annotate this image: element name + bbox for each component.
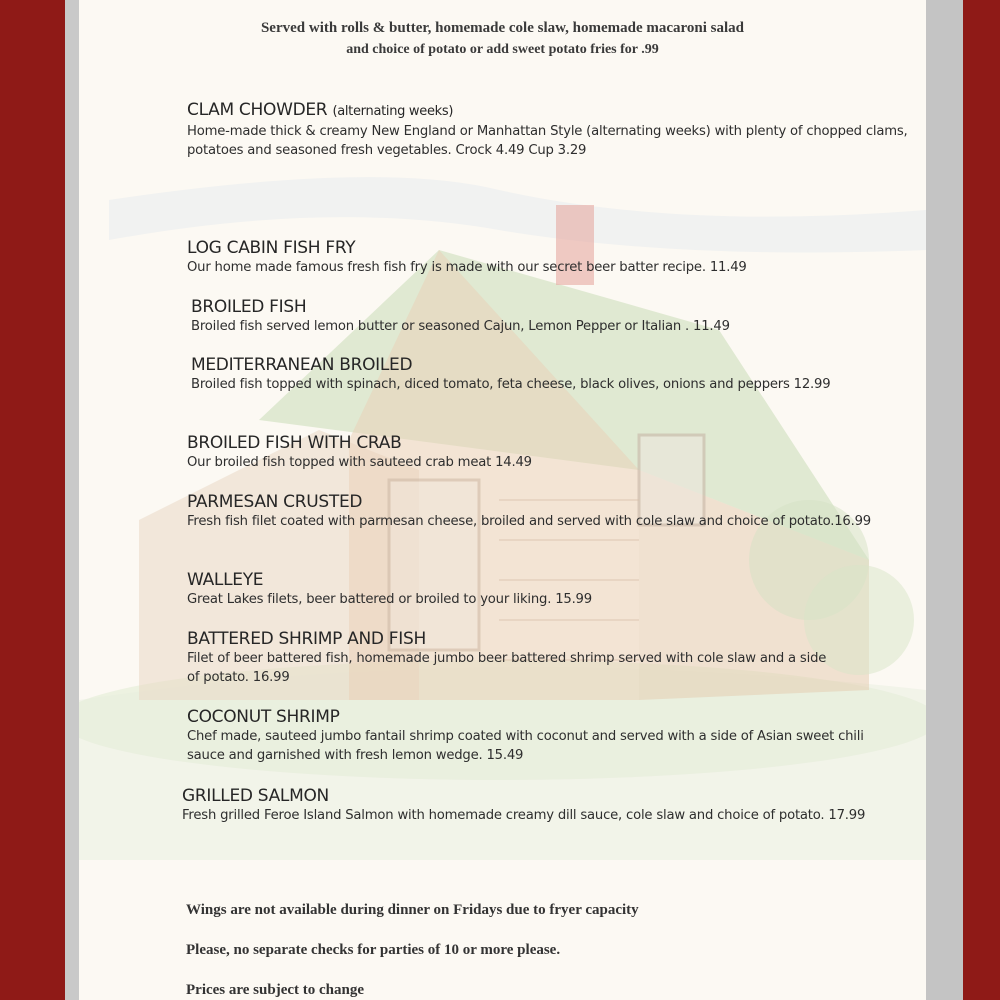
- menu-item-coconut-shrimp: [187, 707, 867, 765]
- item-title: WALLEYE: [187, 570, 264, 590]
- item-description: Chef made, sauteed jumbo fantail shrimp coated with coconut and served with a side of Asian sweet chili sauce and garnished with fresh lemon wedge. 15.49: [187, 729, 864, 763]
- menu-item-battered-shrimp-and-fish: [187, 629, 837, 687]
- menu-item-broiled-fish: [191, 297, 911, 336]
- menu-item-parmesan-crusted: [187, 492, 877, 531]
- menu-item-mediterranean-broiled: [191, 355, 891, 394]
- item-title: BATTERED SHRIMP AND FISH: [187, 629, 426, 649]
- separate-checks-notice: Please, no separate checks for parties of 10 or more please.: [186, 942, 561, 958]
- item-title: COCONUT SHRIMP: [187, 707, 340, 727]
- item-description: Great Lakes filets, beer battered or broiled to your liking. 15.99: [187, 592, 592, 607]
- wings-notice: Wings are not available during dinner on Fridays due to fryer capacity: [186, 902, 639, 918]
- item-title: BROILED FISH WITH CRAB: [187, 433, 402, 453]
- item-description: Fresh fish filet coated with parmesan cheese, broiled and served with cole slaw and choice of potato.16.99: [187, 514, 871, 529]
- item-description: Fresh grilled Feroe Island Salmon with homemade creamy dill sauce, cole slaw and choice of potato. 17.99: [182, 808, 866, 823]
- item-description: Broiled fish topped with spinach, diced tomato, feta cheese, black olives, onions and peppers 12.99: [191, 377, 831, 392]
- right-red-border: [963, 0, 1000, 1000]
- item-title: LOG CABIN FISH FRY: [187, 238, 356, 258]
- menu-item-grilled-salmon: [182, 786, 872, 825]
- item-description: Our home made famous fresh fish fry is made with our secret beer batter recipe. 11.49: [187, 260, 747, 275]
- left-red-border: [0, 0, 65, 1000]
- item-description: Home-made thick & creamy New England or Manhattan Style (alternating weeks) with plenty of chopped clams, potatoes and seasoned fresh vegetables. Crock 4.49 Cup 3.29: [187, 124, 908, 158]
- item-description: Our broiled fish topped with sauteed crab meat 14.49: [187, 455, 532, 470]
- menu-item-log-cabin-fish-fry: [187, 238, 907, 277]
- intro-line-1: Served with rolls & butter, homemade cole slaw, homemade macaroni salad: [260, 20, 745, 36]
- item-description: Broiled fish served lemon butter or seasoned Cajun, Lemon Pepper or Italian . 11.49: [191, 319, 730, 334]
- menu-item-broiled-fish-with-crab: [187, 433, 907, 472]
- menu-item-walleye: [187, 570, 907, 609]
- item-description: Filet of beer battered fish, homemade jumbo beer battered shrimp served with cole slaw and a side of potato. 16.99: [187, 651, 827, 685]
- prices-notice: Prices are subject to change: [186, 982, 365, 998]
- item-title: MEDITERRANEAN BROILED: [191, 355, 413, 375]
- right-gray-edge: [926, 0, 963, 1000]
- item-note: (alternating weeks): [332, 104, 454, 119]
- item-title: GRILLED SALMON: [182, 786, 329, 806]
- left-gray-edge: [65, 0, 79, 1000]
- item-title: PARMESAN CRUSTED: [187, 492, 363, 512]
- item-title: CLAM CHOWDER: [187, 100, 328, 120]
- item-title: BROILED FISH: [191, 297, 307, 317]
- intro-line-2: and choice of potato or add sweet potato fries for .99: [346, 42, 659, 57]
- menu-page: [79, 0, 926, 1000]
- menu-item-clam-chowder: [187, 100, 926, 160]
